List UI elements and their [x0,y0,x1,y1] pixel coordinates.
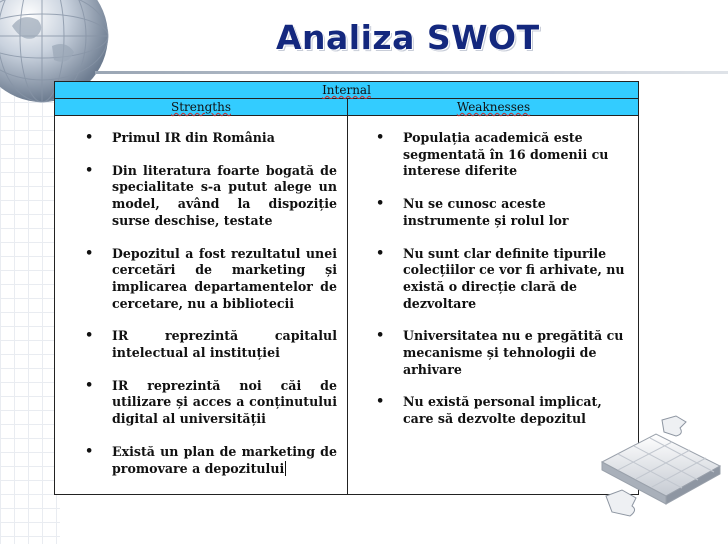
strength-item [85,130,337,147]
bullet-icon: • [376,130,385,145]
weakness-text: Populația academică este segmentată în 16 domenii cu interese diferite [403,130,609,179]
weakness-text: Nu sunt clar definite tipurile colecțiilor ce vor fi arhivate, nu există o direcție clară de dezvoltare [403,245,625,311]
text-cursor [285,461,286,476]
bullet-icon: • [376,245,385,261]
column-divider [347,99,348,494]
strength-text: Există un plan de marketing de promovare a depozitului [112,443,337,476]
strength-text: IR reprezintă noi căi de utilizare și acces a conținutului digital al universității [112,377,337,427]
weakness-text: Universitatea nu e pregătită cu mecanisme și tehnologii de arhivare [403,328,624,377]
swot-table [54,81,639,495]
bullet-icon: • [85,162,94,178]
bullet-icon: • [85,377,94,393]
weaknesses-column [376,130,632,444]
puzzle-icon [592,414,728,524]
strength-text: IR reprezintă capitalul intelectual al instituției [112,328,337,361]
bullet-icon: • [376,394,385,410]
strength-text: Din literatura foarte bogată de specialitate s-a putut alege un model, având la dispoziție surse deschise, testate [112,162,337,228]
bullet-icon: • [85,130,94,145]
internal-header-label: Internal [322,83,371,97]
weaknesses-header [348,99,639,115]
bullet-icon: • [376,196,385,212]
weakness-item [376,196,632,229]
strengths-column [85,130,337,493]
slide-title: Analiza SWOT [276,18,540,57]
weakness-item [376,130,632,180]
bullet-icon: • [376,328,385,344]
weakness-text: Nu se cunosc aceste instrumente și rolul lor [403,196,569,228]
strengths-header [55,99,347,115]
bullet-icon: • [85,328,94,344]
weakness-item [376,246,632,313]
strengths-header-label: Strengths [171,100,231,114]
weakness-item [376,328,632,378]
header-rule [95,71,728,74]
internal-header [55,82,638,99]
bullet-icon: • [85,245,94,261]
strength-item [85,444,337,477]
strength-item [85,246,337,313]
background-grid [0,60,60,544]
strength-item [85,378,337,428]
strength-item [85,163,337,230]
weakness-text: Nu există personal implicat, care să dezvolte depozitul [403,394,602,427]
strength-text: Primul IR din România [112,130,275,145]
strength-item [85,328,337,361]
bullet-icon: • [85,443,94,459]
strength-text: Depozitul a fost rezultatul unei cercetări de marketing și implicarea departamentelor de cercetare, nu a bibliotecii [112,245,337,311]
weaknesses-header-label: Weaknesses [456,100,531,114]
